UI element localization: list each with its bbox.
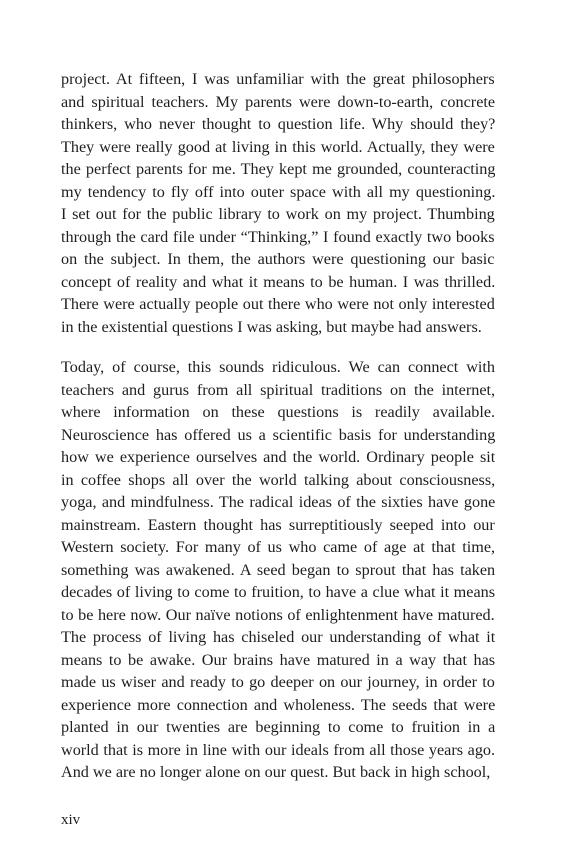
- text-line: yoga, and mindfulness. The radical ideas of the sixties have gone: [61, 493, 495, 511]
- text-line: something was awakened. A seed began to sprout that has taken: [61, 560, 495, 579]
- text-line: project. At fifteen, I was unfamiliar with the great philosophers: [61, 70, 495, 88]
- text-line: made us wiser and ready to go deeper on our journey, in order to: [61, 673, 495, 691]
- text-line: means to be awake. Our brains have matured in a way that has: [61, 650, 495, 669]
- text-line: thinkers, who never thought to question life. Why should they?: [61, 115, 495, 133]
- text-line: through the card file under “Thinking,” I found exactly two books: [61, 227, 495, 246]
- text-line: my tendency to fly off into outer space with all my questioning.: [61, 182, 495, 201]
- text-line: decades of living to come to fruition, to have a clue what it means: [61, 583, 495, 601]
- text-line: and spiritual teachers. My parents were down-to-earth, concrete: [61, 92, 495, 111]
- page-number: xiv: [61, 812, 81, 828]
- text-line: the perfect parents for me. They kept me grounded, counteracting: [61, 160, 495, 178]
- text-line: in the existential questions I was asking, but maybe had answers.: [61, 317, 482, 336]
- text-line: Western society. For many of us who came of age at that time,: [61, 538, 495, 556]
- text-line: where information on these questions is readily available.: [61, 403, 495, 421]
- text-line: I set out for the public library to work on my project. Thumbing: [61, 205, 495, 223]
- text-line: teachers and gurus from all spiritual traditions on the internet,: [61, 380, 495, 399]
- text-line: The process of living has chiseled our understanding of what it: [61, 628, 495, 646]
- text-line: concept of reality and what it means to be human. I was thrilled.: [61, 272, 495, 291]
- text-line: There were actually people out there who were not only interested: [61, 295, 495, 313]
- text-line: experience more connection and wholeness. The seeds that were: [61, 695, 495, 714]
- text-line: in coffee shops all over the world talking about consciousness,: [61, 470, 495, 489]
- text-line: And we are no longer alone on our quest. But back in high school,: [61, 763, 491, 781]
- text-line: Today, of course, this sounds ridiculous. We can connect with: [61, 358, 495, 376]
- text-line: on the subject. In them, the authors were questioning our basic: [61, 250, 495, 268]
- text-line: planted in our twenties are beginning to come to fruition in a: [61, 718, 495, 736]
- text-line: Neuroscience has offered us a scientific basis for understanding: [61, 425, 495, 444]
- text-line: how we experience ourselves and the world. Ordinary people sit: [61, 448, 495, 466]
- text-line: world that is more in line with our ideals from all those years ago.: [61, 740, 495, 759]
- text-line: mainstream. Eastern thought has surreptitiously seeped into our: [61, 515, 495, 534]
- paragraph-2: [61, 356, 495, 784]
- text-line: to be here now. Our naïve notions of enlightenment have matured.: [61, 605, 495, 624]
- paragraph-1: [61, 68, 495, 338]
- text-line: They were really good at living in this world. Actually, they were: [61, 137, 495, 156]
